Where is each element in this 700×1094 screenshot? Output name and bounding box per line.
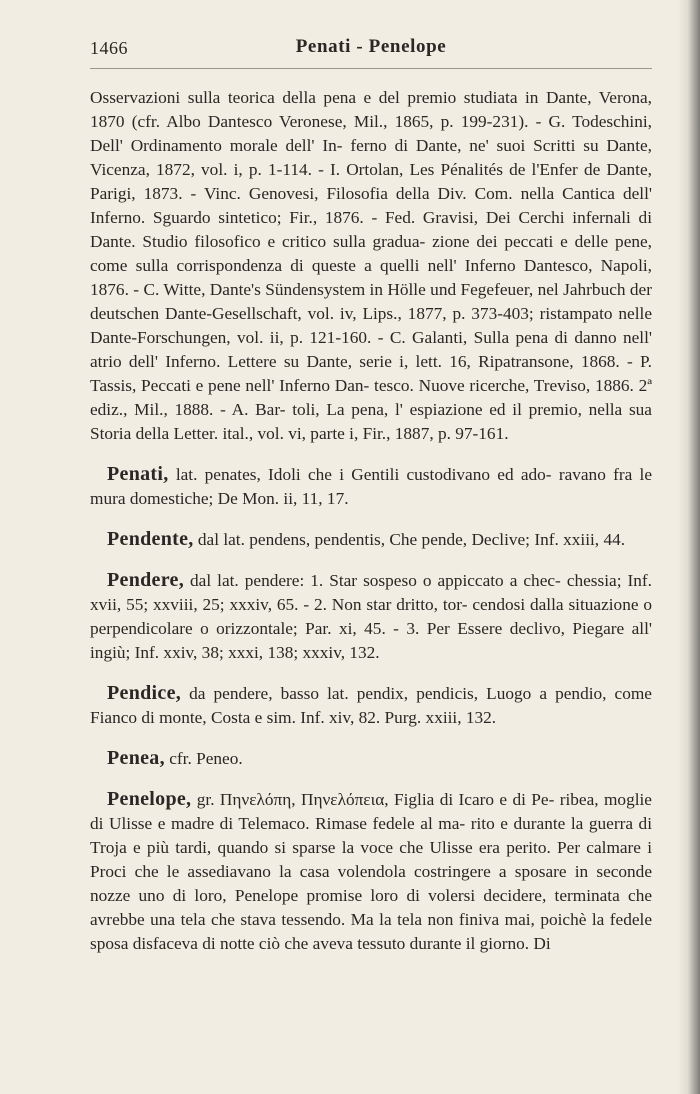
entries [90,462,652,956]
text-line: toli, La pena, l' espiazione ed il premio, nella sua Storia della [90,400,652,443]
text-line: danno nell' atrio dell' Inferno. Lettere su Dante, serie i, lett. 16, [90,328,652,371]
text-line: Sündensystem in Hölle und Fegefeuer, nel Jahrbuch der deutschen [90,280,652,323]
text-line: Dante-Gesellschaft, vol. iv, Lips., 1877, p. 373-403; ristampato nelle [165,304,652,323]
running-title: Penati - Penelope [295,36,447,57]
text-line: tesco. Nuove ricerche, Treviso, 1886. 2ª ediz., Mil., 1888. - A. Bar- [90,376,652,419]
text-line: xxxiv, 132. [302,643,380,662]
text-line: Ripatransone, 1868. - P. Tassis, Peccati e pene nell' Inferno Dan- [90,352,652,395]
text-line: Letter. ital., vol. vi, parte i, Fir., 1887, p. 97-161. [173,424,509,443]
dictionary-entry [90,568,652,665]
bibliography-continuation [90,86,652,446]
text-line: pendio, come Fianco di monte, Costa e sim. Inf. xiv, 82. Purg. [90,684,652,727]
text-line: p. 199-231). - G. Todeschini, Dell' Ordinamento morale dell' In- [90,112,653,155]
text-line: dal lat. pendere: 1. Star sospeso o appiccato a chec- [190,571,561,590]
text-line: Penelope promise loro di volersi decidere, terminata che avrebbe una [90,886,653,929]
page-number: 1466 [90,38,128,58]
text-line: Inf. xxiii, 44. [534,530,626,549]
text-line: la casa volendola costringere a sposare in seconde nozze uno di loro, [90,862,652,905]
text-line: chessia; Inf. xvii, 55; xxviii, 25; xxxiv, 65. - 2. Non star dritto, tor- [90,571,652,614]
text-line: ferno di Dante, ne' suoi Scritti su Dante, Vicenza, 1872, vol. i, [90,136,652,179]
page-body [90,86,652,956]
page-edge-shadow [678,0,700,1094]
text-line: dal lat. pendens, pendentis, Che pende, Declive; [197,530,530,549]
dictionary-entry [90,527,652,552]
entry-headword: Pendice, [107,682,182,704]
text-line: Cerchi infernali di Dante. Studio filosofico e critico sulla gradua- [90,208,652,251]
text-line: Osservazioni sulla teorica della pena e del premio studiata in [90,88,539,107]
dictionary-entry [90,787,652,956]
text-line: dell' Inferno. Sguardo sintetico; Fir., 1876. - Fed. Gravisi, Dei [90,184,652,227]
dictionary-entry [90,746,652,771]
text-line: ribea, moglie di Ulisse e madre di Telemaco. Rimase fedele al ma- [90,790,652,833]
entry-headword: Penati, [107,463,169,485]
entry-headword: Pendere, [107,569,185,591]
text-line: Dante-Forschungen, vol. ii, p. 121-160. - C. Galanti, Sulla pena di [90,328,568,347]
text-line: rito e durante la guerra di Troja e più tardi, quando si sparse la [90,814,653,857]
text-line: Dante, Verona, 1870 (cfr. Albo Dantesco Veronese, Mil., 1865, [90,88,652,131]
text-line: 1873. - Vinc. Genovesi, Filosofia della Div. Com. nella Cantica [143,184,615,203]
text-line: sposa disfaceva di notte ciò che aveva tessuto durante il giorno. Di [90,934,551,953]
text-line: p. 1-114. - I. Ortolan, Les Pénalités de l'Enfer de Dante, Parigi, [90,160,652,203]
page-header [90,36,652,69]
text-line: voce che Ulisse era perito. Per calmare i Proci che le assediavano [90,838,653,881]
text-line: ravano fra le mura domestiche; De Mon. ii, 11, 17. [90,465,652,508]
text-line: cendosi dalla situazione o perpendicolare o orizzontale; Par. xi, 45. - [90,595,653,638]
text-line: da pendere, basso lat. pendix, pendicis, Luogo a [189,684,548,703]
text-line: cfr. Peneo. [169,749,243,768]
entry-headword: Pendente, [107,528,194,550]
text-line: lat. penates, Idoli che i Gentili custodivano ed ado- [175,465,552,484]
dictionary-entry [90,462,652,511]
text-line: gr. Πηνελόπη, Πηνελόπεια, Figlia di Icaro e di Pe- [196,790,555,809]
text-line: zione dei peccati e delle pene, come sulla corrispondenza di queste [90,232,652,275]
text-line: tela che stava tessendo. Ma la tela non finiva mai, poichè la fedele [180,910,652,929]
text-line: xxiii, 132. [425,708,497,727]
text-line: a quelli nell' Inferno Dantesco, Napoli, 1876. - C. Witte, Dante's [90,256,652,299]
text-line: 3. Per Essere declivo, Piegare all' ingiù; Inf. xxiv, 38; xxxi, 138; [90,619,653,662]
entry-headword: Penelope, [107,788,192,810]
entry-headword: Penea, [107,747,165,769]
dictionary-entry [90,681,652,730]
